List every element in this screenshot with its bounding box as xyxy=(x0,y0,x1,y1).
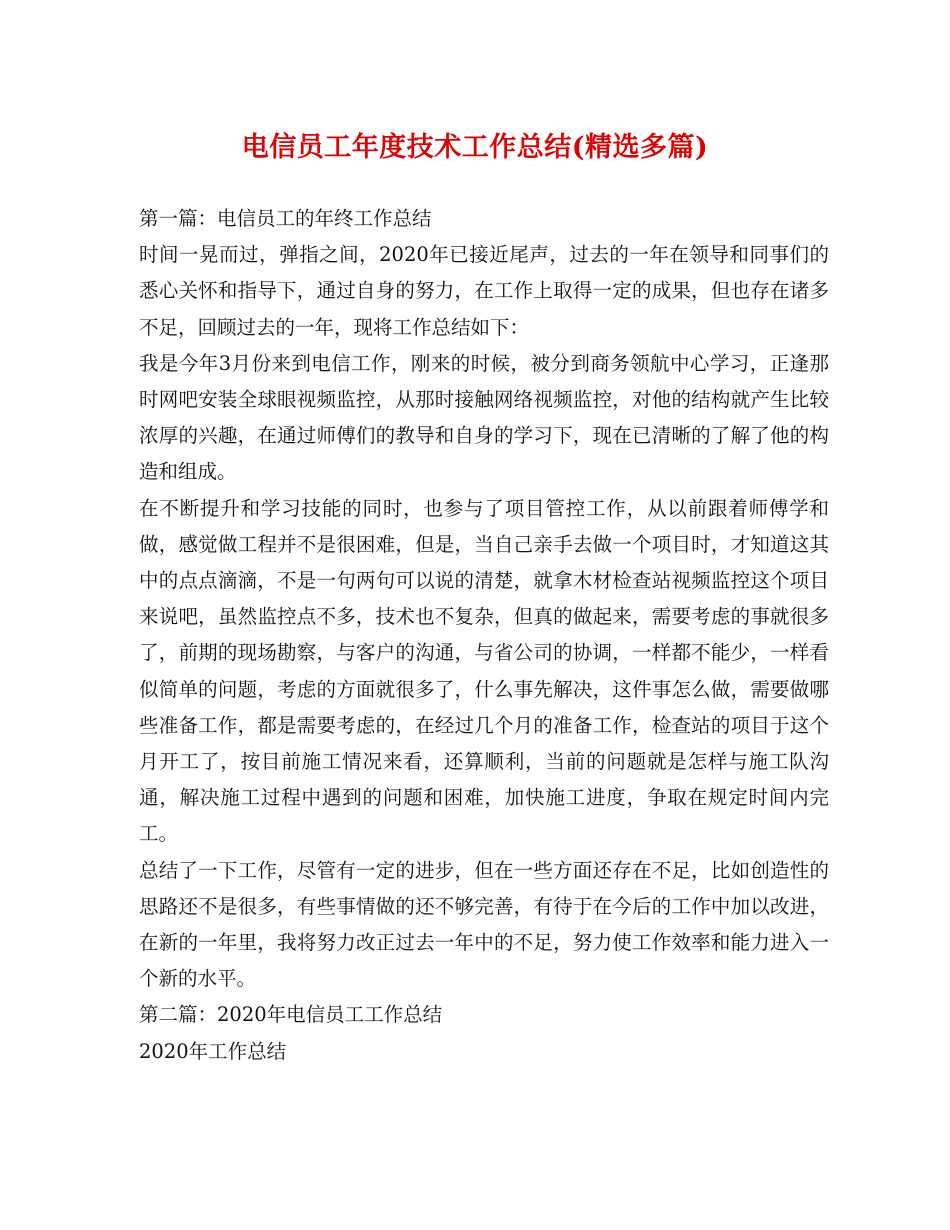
body-paragraph: 时间一晃而过，弹指之间，2020年已接近尾声，过去的一年在领导和同事们的悉心关怀和指导下，通过自身的努力，在工作上取得一定的成果，但也存在诸多不足，回顾过去的一年，现将工作总结如下： xyxy=(139,243,829,339)
body-paragraph: 总结了一下工作，尽管有一定的进步，但在一些方面还存在不足，比如创造性的思路还不是很多，有些事情做的还不够完善，有待于在今后的工作中加以改进，在新的一年里，我将努力改正过去一年中的不足，努力使工作效率和能力进入一个新的水平。 xyxy=(139,858,829,991)
document-title: 电信员工年度技术工作总结(精选多篇) xyxy=(241,132,709,163)
section-heading-2: 第二篇：2020年电信员工工作总结 xyxy=(139,1003,443,1027)
section-heading-1: 第一篇：电信员工的年终工作总结 xyxy=(139,207,432,230)
body-paragraph: 我是今年3月份来到电信工作，刚来的时候，被分到商务领航中心学习，正逢那时网吧安装全球眼视频监控，从那时接触网络视频监控，对他的结构就产生比较浓厚的兴趣，在通过师傅们的教导和自身的学习下，现在已清晰的了解了他的构造和组成。 xyxy=(139,351,829,484)
document-body xyxy=(139,201,829,1070)
body-paragraph: 在不断提升和学习技能的同时，也参与了项目管控工作，从以前跟着师傅学和做，感觉做工程并不是很困难，但是，当自己亲手去做一个项目时，才知道这其中的点点滴滴，不是一句两句可以说的清楚，就拿木材检查站视频监控这个项目来说吧，虽然监控点不多，技术也不复杂，但真的做起来，需要考虑的事就很多了，前期的现场勘察，与客户的沟通，与省公司的协调，一样都不能少，一样看似简单的问题，考虑的方面就很多了，什么事先解决，这件事怎么做，需要做哪些准备工作，都是需要考虑的，在经过几个月的准备工作，检查站的项目于这个月开工了，按目前施工情况来看，还算顺利，当前的问题就是怎样与施工队沟通，解决施工过程中遇到的问题和困难，加快施工进度，争取在规定时间内完工。 xyxy=(139,496,829,846)
subsection-heading: 2020年工作总结 xyxy=(139,1039,287,1063)
